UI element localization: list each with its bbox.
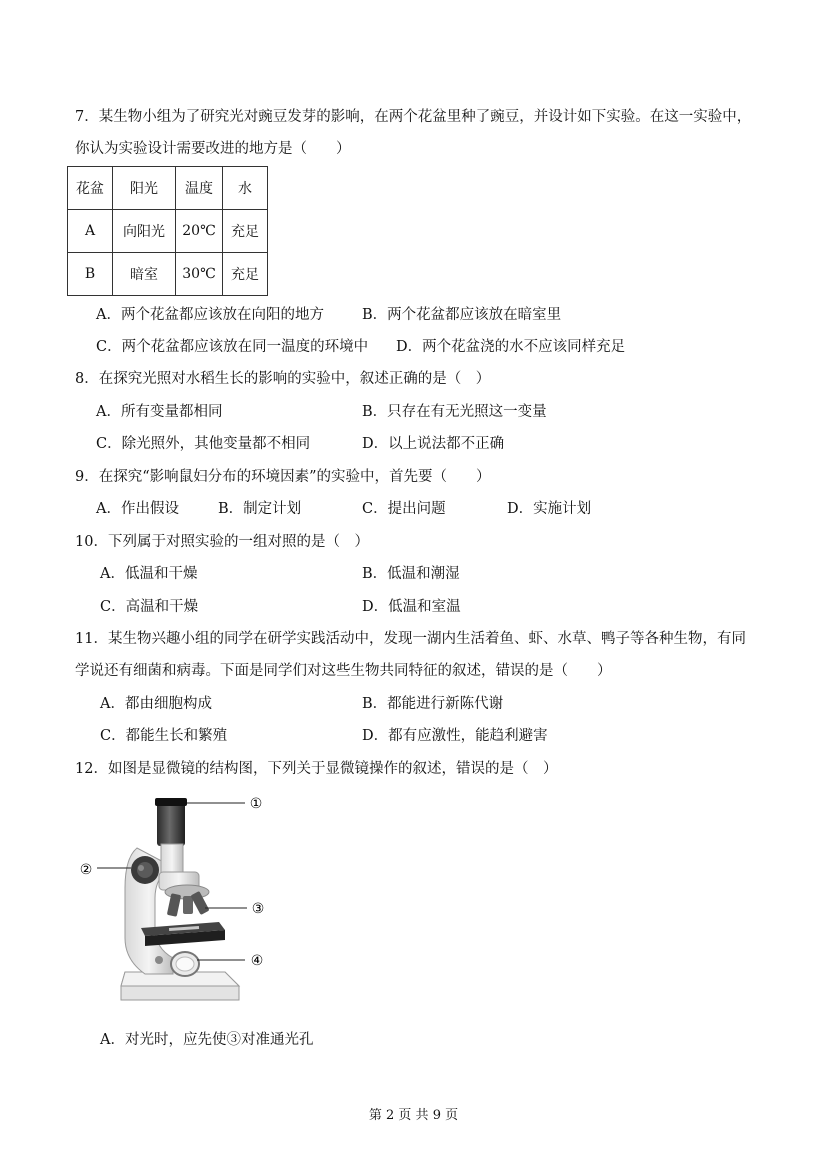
figure-label-1: ① [249,796,263,812]
q9-option-b: B．制定计划 [218,501,302,517]
table-header-cell: 温度 [176,167,223,210]
microscope-figure [75,788,275,1010]
q11-stem-line1: 11．某生物兴趣小组的同学在研学实践活动中，发现一湖内生活着鱼、虾、水草、鸭子等各种生物，有同 [75,631,746,647]
q8-option-b: B．只存在有无光照这一变量 [362,404,547,420]
q10-stem: 10．下列属于对照实验的一组对照的是（ ） [75,534,369,550]
figure-label-2: ② [79,862,93,878]
q7-option-b: B．两个花盆都应该放在暗室里 [362,307,562,323]
table-cell: A [68,210,113,253]
q9-option-c: C．提出问题 [362,501,446,517]
q12-stem: 12．如图是显微镜的结构图，下列关于显微镜操作的叙述，错误的是（ ） [75,761,558,777]
q11-option-a: A．都由细胞构成 [100,696,212,712]
q8-stem: 8．在探究光照对水稻生长的影响的实验中，叙述正确的是（ ） [75,371,491,387]
coarse-adjustment-knob [131,856,159,884]
figure-label-4: ④ [250,953,264,969]
q9-option-d: D．实施计划 [507,501,592,517]
q11-option-c: C．都能生长和繁殖 [100,728,228,744]
table-header-cell: 水 [223,167,268,210]
page-footer: 第 2 页 共 9 页 [368,1108,459,1123]
q7-stem-line1: 7．某生物小组为了研究光对豌豆发芽的影响，在两个花盆里种了豌豆，并设计如下实验。在这一实验中， [75,109,752,125]
q11-option-d: D．都有应激性，能趋利避害 [362,728,548,744]
table-cell: 30℃ [176,253,223,296]
q7-stem-line2: 你认为实验设计需要改进的地方是（ ） [75,141,351,157]
figure-label-3: ③ [251,901,265,917]
table-cell: 暗室 [113,253,176,296]
eyepiece-tube [155,798,199,890]
q10-option-a: A．低温和干燥 [100,566,198,582]
q10-option-b: B．低温和潮湿 [362,566,460,582]
table-cell: B [68,253,113,296]
table-header-row [68,167,268,210]
table-cell: 充足 [223,210,268,253]
table-header-cell: 阳光 [113,167,176,210]
q8-option-a: A．所有变量都相同 [96,404,223,420]
table-header-cell: 花盆 [68,167,113,210]
q8-option-d: D．以上说法都不正确 [362,436,505,452]
q10-option-c: C．高温和干燥 [100,599,199,615]
q12-option-a: A．对光时，应先使③对准通光孔 [100,1032,314,1048]
table-cell: 充足 [223,253,268,296]
table-row [68,210,268,253]
q7-option-a: A．两个花盆都应该放在向阳的地方 [96,307,324,323]
q11-stem-line2: 学说还有细菌和病毒。下面是同学们对这些生物共同特征的叙述，错误的是（ ） [75,663,612,679]
q7-experiment-table [67,166,268,296]
q7-option-c: C．两个花盆都应该放在同一温度的环境中 [96,339,369,355]
objective-nosepiece [165,885,210,917]
q9-stem: 9．在探究“影响鼠妇分布的环境因素”的实验中，首先要（ ） [75,469,491,485]
table-cell: 20℃ [176,210,223,253]
q8-option-c: C．除光照外，其他变量都不相同 [96,436,311,452]
q7-option-d: D．两个花盆浇的水不应该同样充足 [396,339,626,355]
q9-option-a: A．作出假设 [96,501,179,517]
table-cell: 向阳光 [113,210,176,253]
table-row [68,253,268,296]
q11-option-b: B．都能进行新陈代谢 [362,696,504,712]
q10-option-d: D．低温和室温 [362,599,461,615]
